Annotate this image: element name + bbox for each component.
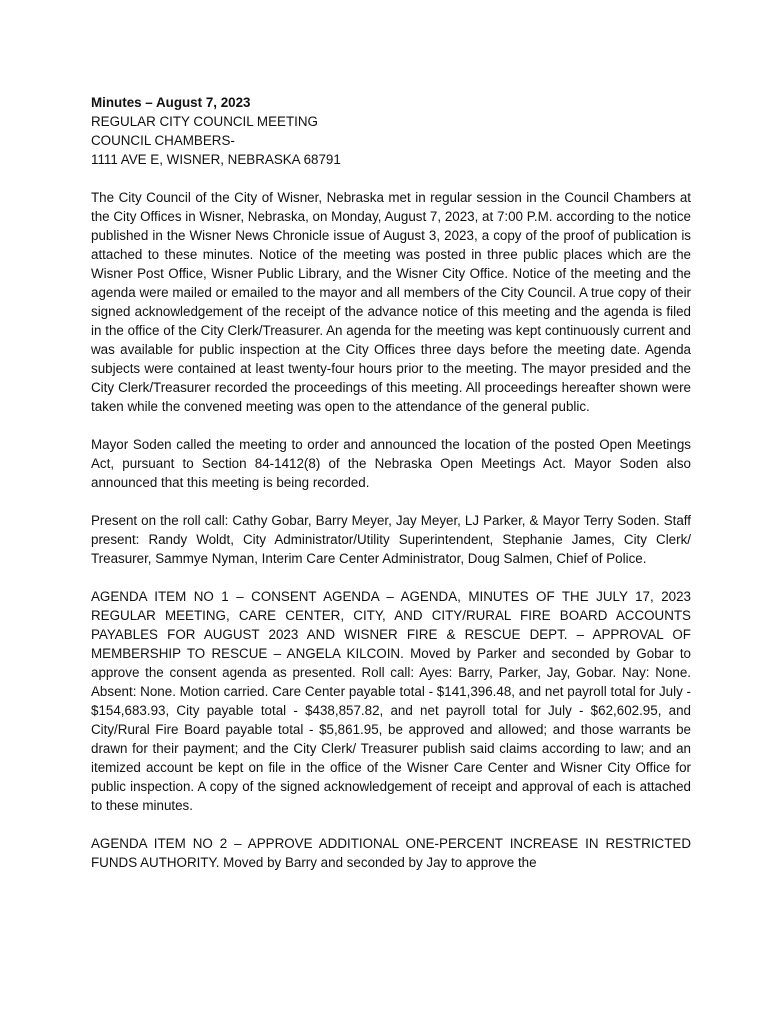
- paragraph-agenda-item-2: AGENDA ITEM NO 2 – APPROVE ADDITIONAL ONE-PERCENT INCREASE IN RESTRICTED FUNDS AUTHORITY. Moved by Barry and seconded by Jay to approve the: [91, 836, 691, 870]
- meeting-type: REGULAR CITY COUNCIL MEETING: [91, 114, 318, 129]
- document-title: Minutes – August 7, 2023: [91, 95, 251, 110]
- paragraph-agenda-item-1: AGENDA ITEM NO 1 – CONSENT AGENDA – AGENDA, MINUTES OF THE JULY 17, 2023 REGULAR MEETING, CARE CENTER, CITY, AND CITY/RURAL FIRE BOARD ACCOUNTS PAYABLES FOR AUGUST 2023 AND WISNER FIRE & RESCUE DEPT. – APPROVAL OF MEMBERSHIP TO RESCUE – ANGELA KILCOIN. Moved by Parker and seconded by Gobar to approve the consent agenda as presented. Roll call: Ayes: Barry, Parker, Jay, Gobar. Nay: None. Absent: None. Motion carried. Care Center payable total - $141,396.48, and net payroll total for July - $154,683.93, City payable total - $438,857.82, and net payroll total for July - $62,602.95, and City/Rural Fire Board payable total - $5,861.95, be approved and allowed; and those warrants be drawn for their payment; and the City Clerk/ Treasurer publish said claims according to law; and an itemized account be kept on file in the office of the Wisner Care Center and Wisner City Office for public inspection. A copy of the signed acknowledgement of receipt and approval of each is attached to these minutes.: [91, 589, 691, 813]
- paragraph-session-notice: The City Council of the City of Wisner, Nebraska met in regular session in the Council Chambers at the City Offices in Wisner, Nebraska, on Monday, August 7, 2023, at 7:00 P.M. according to the notice published in the Wisner News Chronicle issue of August 3, 2023, a copy of the proof of publication is attached to these minutes. Notice of the meeting was posted in three public places which are the Wisner Post Office, Wisner Public Library, and the Wisner City Office. Notice of the meeting and the agenda were mailed or emailed to the mayor and all members of the City Council. A true copy of their signed acknowledgement of the receipt of the advance notice of this meeting and the agenda is filed in the office of the City Clerk/Treasurer. An agenda for the meeting was kept continuously current and was available for public inspection at the City Offices three days before the meeting date. Agenda subjects were contained at least twenty-four hours prior to the meeting. The mayor presided and the City Clerk/Treasurer recorded the proceedings of this meeting. All proceedings hereafter shown were taken while the convened meeting was open to the attendance of the general public.: [91, 190, 691, 414]
- meeting-address: 1111 AVE E, WISNER, NEBRASKA 68791: [91, 152, 341, 167]
- minutes-document: [91, 93, 691, 891]
- meeting-location: COUNCIL CHAMBERS-: [91, 133, 235, 148]
- paragraph-call-to-order: Mayor Soden called the meeting to order and announced the location of the posted Open Meetings Act, pursuant to Section 84-1412(8) of the Nebraska Open Meetings Act. Mayor Soden also announced that this meeting is being recorded.: [91, 437, 691, 490]
- paragraph-roll-call: Present on the roll call: Cathy Gobar, Barry Meyer, Jay Meyer, LJ Parker, & Mayor Terry Soden. Staff present: Randy Woldt, City Administrator/Utility Superintendent, Stephanie James, City Clerk/ Treasurer, Sammye Nyman, Interim Care Center Administrator, Doug Salmen, Chief of Police.: [91, 513, 691, 566]
- document-header: [91, 93, 691, 169]
